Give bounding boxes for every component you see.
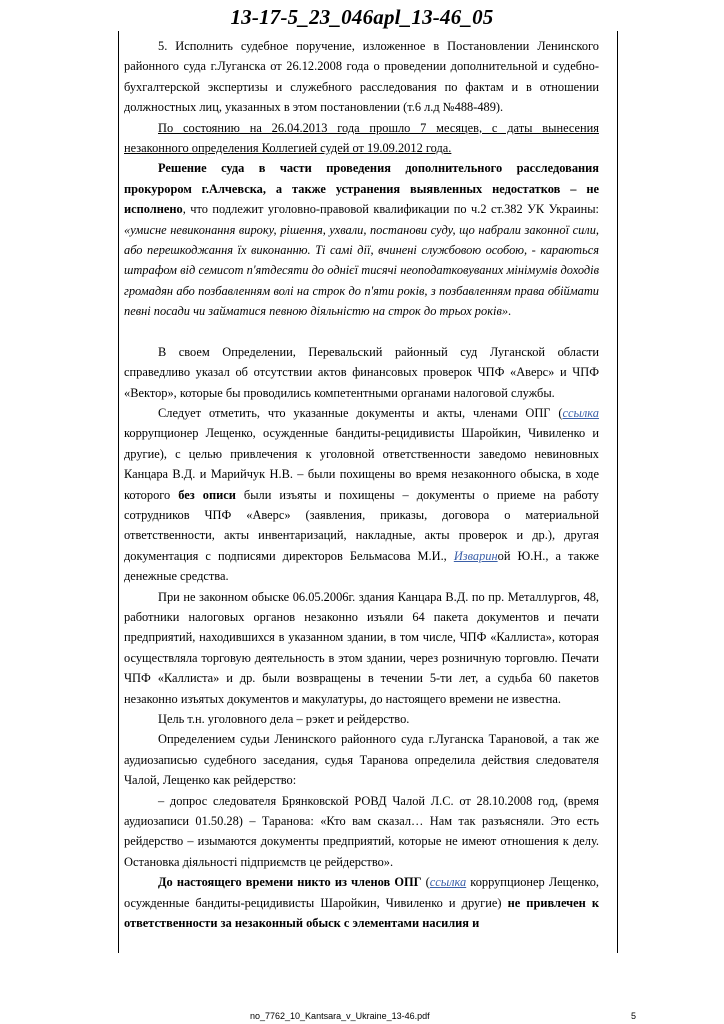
- paragraph-ruling: Определением судьи Ленинского районного суда г.Луганска Тарановой, а так же аудиозаписью судебного заседания, судья Таранова определила действия следователя Чалой, Лещенко как рейдерство:: [124, 732, 599, 788]
- paragraph-interrogation: – допрос следователя Брянковской РОВД Чалой Л.С. от 28.10.2008 год, (время аудиозаписи 01.50.28) – Таранова: «Кто вам сказал… Нам так разъясняли. Это есть рейдерство – изымаются документы предприятий, которые не имеют отношения к делу. Остановка діяльності підприємств це рейдерство».: [124, 793, 599, 869]
- decision-text: , что подлежит уголовно-правовой квалификации по ч.2 ст.382 УК Украины:: [182, 202, 599, 217]
- not-prosecuted-bold-2: не привлечен к ответственности за незаконный обыск с элементами насилия и: [124, 895, 599, 931]
- footer-page-number: 5: [631, 1011, 637, 1021]
- decision-quote: «умисне невиконання вироку, рішення, ухвали, постанови суду, що набрали законної сили, або перешкоджання їх виконанню. Ті самі дії, вчинені службовою особою, - караються штрафом від семисот п'ятдесяти до однієї тисячі неоподатковуваних мінімумів доходів громадян або позбавленням волі на строк до п'яти років, з позбавленням права обіймати певні посади чи займатися певною діяльністю на строк до трьох років»: [124, 222, 599, 319]
- paragraph-court-order: 5. Исполнить судебное поручение, изложенное в Постановлении Ленинского районного суда г.Луганска от 26.12.2008 года о проведении дополнительной и судебно-бухгалтерской экспертизы и служебного расследования по фактам и в отношении должностных лиц, указанных в этом постановлении (т.6 л.д №488-489).: [124, 39, 599, 115]
- link-reference-2[interactable]: Изварин: [453, 548, 498, 563]
- documents-text-c: были изъяты и похищены – документы о приеме на работу сотрудников ЧПФ «Аверс» (заявления, приказы, договора о материальной ответственности, акты инвентаризаций, накладные, акты проверок и др.), другая документация с подписями директоров Бельмасова М.И.,: [124, 487, 599, 563]
- paragraph-documents: [124, 403, 599, 587]
- status-underlined-text: По состоянию на 26.04.2013 года прошло 7 месяцев, с даты вынесения незаконного определения Коллегией судей от 19.09.2012 года.: [124, 120, 599, 156]
- not-prosecuted-text-b: коррупционер Лещенко, осужденные бандиты-рецидивисты Шаройкин, Чивиленко и другие): [124, 875, 599, 910]
- documents-text-a: Следует отметить, что указанные документы и акты, членами ОПГ (: [158, 405, 563, 420]
- paragraph-search: При не законном обыске 06.05.2006г. здания Канцара В.Д. по пр. Металлургов, 48, работники налоговых органов незаконно изъяли 64 пакета документов и печати предприятий, находившихся в указанном здании, в том числе, ЧПФ «Каллиста», которая осуществляла торговую деятельность в этом здании, через розничную торговлю. Печати ЧПФ «Каллиста» и др. были возвращены в течении 5-ти лет, а судьба 60 пакетов незаконно изъятых документов и макулатуры, до настоящего времени не известна.: [124, 589, 599, 706]
- link-reference-3[interactable]: ссылка: [429, 875, 467, 890]
- footer-filename: no_7762_10_Kantsara_v_Ukraine_13-46.pdf: [250, 1011, 430, 1021]
- decision-end: .: [508, 304, 512, 319]
- link-reference-1[interactable]: ссылка: [562, 405, 599, 420]
- paragraph-determination: В своем Определении, Перевальский районный суд Луганской области справедливо указал об отсутствии актов финансовых проверок ЧПФ «Аверс» и ЧПФ «Вектор», которые бы проводились компетентными органами налоговой службы.: [124, 344, 599, 400]
- not-prosecuted-bold-1: До настоящего времени никто из членов ОПГ: [158, 875, 422, 890]
- spacer: [124, 322, 599, 342]
- paragraph-goal: Цель т.н. уголовного дела – рэкет и рейдерство.: [158, 712, 410, 726]
- documents-bold-text: без описи: [178, 487, 236, 502]
- paragraph-not-prosecuted: [124, 872, 599, 933]
- paragraph-decision: [124, 158, 599, 321]
- decision-bold-text: Решение суда в части проведения дополнительного расследования прокурором г.Алчевска, а также устранения выявленных недостатков – не исполнено: [124, 161, 599, 217]
- documents-text-b: коррупционер Лещенко, осужденные бандиты-рецидивисты Шаройкин, Чивиленко и другие), с целью привлечения к уголовной ответственности заведомо невиновных Канцара В.Д. и Марийчук Н.В. – были похищены во время незаконного обыска, в ходе которого: [124, 426, 599, 502]
- paragraph-status: [124, 118, 599, 159]
- not-prosecuted-text-a: (: [421, 875, 430, 890]
- document-body: [124, 36, 599, 933]
- documents-text-d: ой Ю.Н., а также денежные средства.: [124, 548, 600, 584]
- document-header-title: 13-17-5_23_046apl_13-46_05: [230, 5, 494, 29]
